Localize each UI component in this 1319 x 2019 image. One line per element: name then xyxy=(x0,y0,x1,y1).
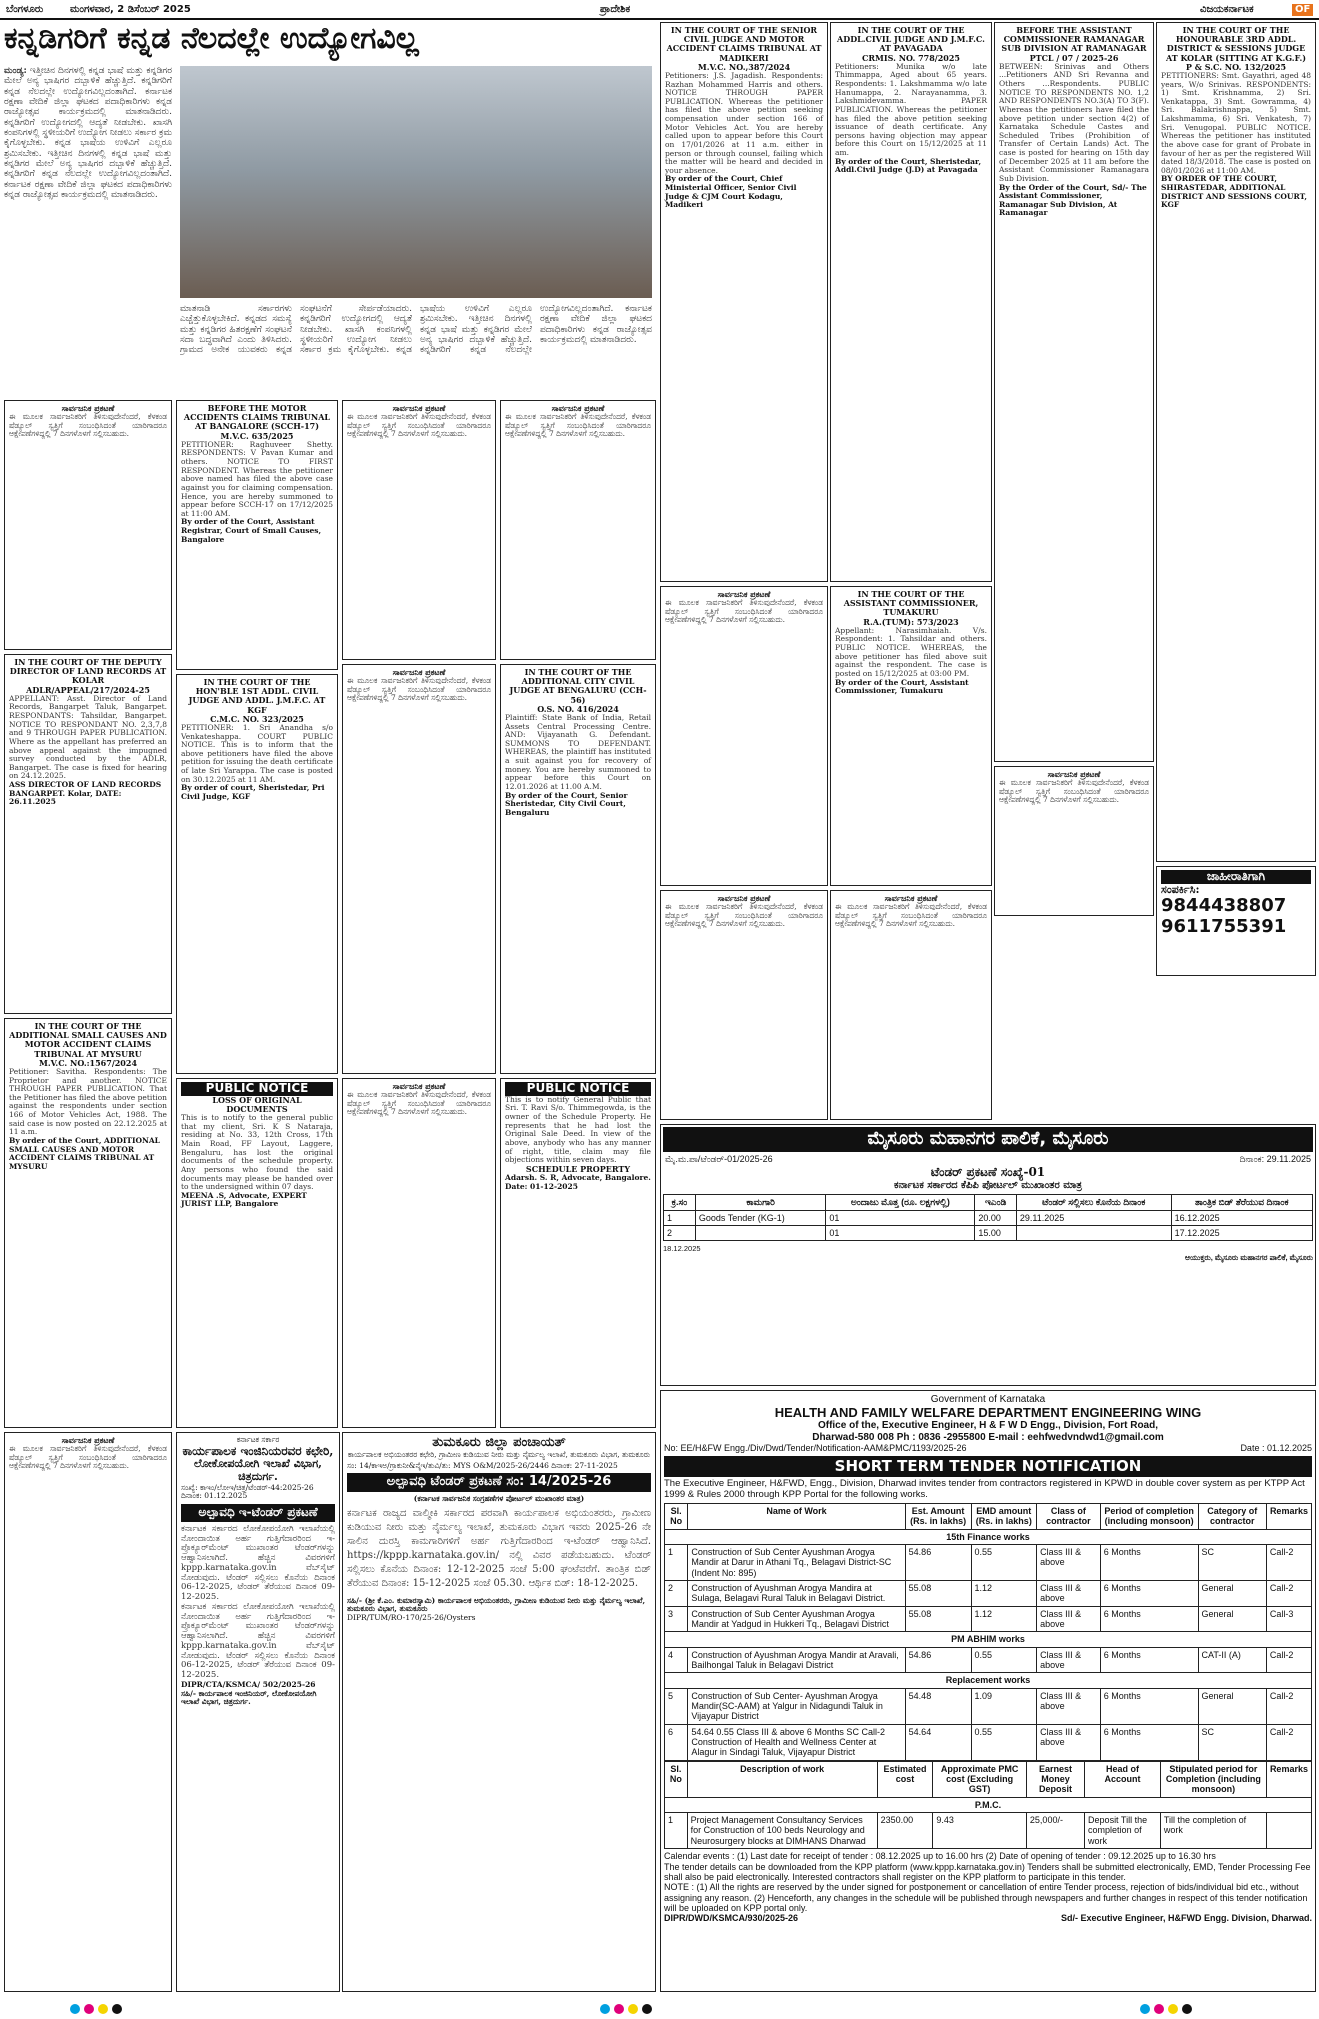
table-cell: Till the completion of work xyxy=(1160,1813,1266,1849)
classified-phone-2: 9611755391 xyxy=(1161,916,1287,938)
table-cell: 9.43 xyxy=(933,1813,1027,1849)
notice-title: ಸಾರ್ವಜನಿಕ ಪ್ರಕಟಣೆ xyxy=(392,1081,446,1091)
table-cell: 55.08 xyxy=(905,1606,971,1632)
table-section-label: Replacement works xyxy=(665,1673,1312,1688)
table-header-cell: Name of Work xyxy=(688,1503,905,1529)
notice-title: ಸಾರ್ವಜನಿಕ ಪ್ರಕಟಣೆ xyxy=(392,403,446,413)
notice-title: IN THE COURT OF THE ASSISTANT COMMISSIONER, TUMAKURU xyxy=(843,589,979,618)
notice-body: ಈ ಮೂಲಕ ಸಾರ್ವಜನಿಕರಿಗೆ ತಿಳಿಸುವುದೇನೆಂದರೆ, ಕೆಳಕಂಡ ಷೆಡ್ಯೂಲ್ ಸ್ವತ್ತಿಗೆ ಸಂಬಂಧಿಸಿದಂತೆ ಯಾರಿಗಾದರೂ ಆಕ್ಷೇಪಣೆಗಳಿದ್ದಲ್ಲಿ 7 ದಿನಗಳೊಳಗೆ ಸಲ್ಲಿಸಬಹುದು. xyxy=(665,598,823,625)
pwd-banner: ಅಲ್ಪಾವಧಿ ಇ-ಟೆಂಡರ್ ಪ್ರಕಟಣೆ xyxy=(181,1504,335,1522)
registration-dot xyxy=(614,2004,624,2014)
registration-dot xyxy=(84,2004,94,2014)
zp-banner-sub: (ಕರ್ನಾಟಕ ಸಾರ್ವಜನಿಕ ಸಂಗ್ರಹಣೆಗಳ ಪೋರ್ಟಲ್ ಮುಖಾಂತರ ಮಾತ್ರ) xyxy=(413,1494,585,1504)
registration-dot xyxy=(600,2004,610,2014)
notice-sign: By order of the Court, Sheristedar, Addl.Civil Judge (J.D) at Pavagada xyxy=(835,156,982,175)
notice-title: PUBLIC NOTICE xyxy=(181,1082,333,1096)
table-header-cell: ಅಂದಾಜು ಮೊತ್ತ (ರೂ. ಲಕ್ಷಗಳಲ್ಲಿ) xyxy=(826,1195,975,1210)
table-cell: 01 xyxy=(826,1226,975,1241)
table-row xyxy=(664,1210,1313,1225)
hfw-addr: Dharwad-580 008 Ph : 0836 -2955800 E-mail : eehfwedvndwd1@gmail.com xyxy=(812,1431,1164,1443)
registration-dot xyxy=(112,2004,122,2014)
table-cell: Class III & above xyxy=(1037,1544,1101,1580)
notice-body: ಈ ಮೂಲಕ ಸಾರ್ವಜನಿಕರಿಗೆ ತಿಳಿಸುವುದೇನೆಂದರೆ, ಕೆಳಕಂಡ ಷೆಡ್ಯೂಲ್ ಸ್ವತ್ತಿಗೆ ಸಂಬಂಧಿಸಿದಂತೆ ಯಾರಿಗಾದರೂ ಆಕ್ಷೇಪಣೆಗಳಿದ್ದಲ್ಲಿ 7 ದಿನಗಳೊಳಗೆ ಸಲ್ಲಿಸಬಹುದು. xyxy=(347,412,491,439)
notice-title: BEFORE THE ASSISTANT COMMISSIONER RAMANAGAR SUB DIVISION AT RAMANAGAR xyxy=(1001,25,1147,54)
masthead-date: ಮಂಗಳವಾರ, 2 ಡಿಸೆಂಬರ್ 2025 xyxy=(70,4,191,15)
table-section-label: P.M.C. xyxy=(665,1797,1312,1812)
hfw-works-table xyxy=(664,1503,1312,1761)
notice-addl-civil xyxy=(830,22,992,582)
table-cell: 54.48 xyxy=(905,1688,971,1724)
notice-title: IN THE COURT OF THE ADDL.CIVIL JUDGE AND J.M.F.C. AT PAVAGADA xyxy=(837,25,985,54)
notice-sign: By order of the Court, Senior Sheristedar, City Civil Court, Bengaluru xyxy=(505,790,628,817)
table-cell: Construction of Ayushman Arogya Mandir at Aravali, Bailhongal Taluk in Belagavi District xyxy=(688,1647,905,1673)
table-cell: 6 Months xyxy=(1100,1606,1198,1632)
notice-hon-third-addl xyxy=(1156,22,1316,862)
table-cell: Construction of Sub Center- Ayushman Arogya Mandir(SC-AAM) at Yalgur in Nidagundi Taluk in Vijayapur District xyxy=(688,1688,905,1724)
notice-title: ಸಾರ್ವಜನಿಕ ಪ್ರಕಟಣೆ xyxy=(392,667,446,677)
masthead-of-logo: OF xyxy=(1292,4,1313,16)
table-cell: Call-2 xyxy=(1266,1688,1311,1724)
tender-last-value: 18.12.2025 xyxy=(663,1244,701,1254)
pwd-dept: ಲೋಕೋಪಯೋಗಿ ಇಲಾಖೆ ವಿಭಾಗ, ಚಿತ್ರದುರ್ಗ. xyxy=(194,1457,322,1484)
table-header-cell: Remarks xyxy=(1266,1503,1311,1529)
notice-sign: By the Order of the Court, Sd/- The Assistant Commissioner, Ramanagar Sub Division, At Ramanagar xyxy=(999,182,1147,218)
pwd-org: ಕಾರ್ಯಪಾಲಕ ಇಂಜಿನಿಯರವರ ಕಛೇರಿ, xyxy=(182,1443,334,1458)
pwd-sign: ಸಹಿ/- ಕಾರ್ಯಪಾಲಕ ಇಂಜಿನಿಯರ್, ಲೋಕೋಪಯೋಗಿ ಇಲಾಖೆ ವಿಭಾಗ, ಚಿತ್ರದುರ್ಗ. xyxy=(181,1688,317,1707)
table-cell: 55.08 xyxy=(905,1580,971,1606)
table-row xyxy=(665,1688,1312,1724)
lead-body-1c: ಇತ್ತೀಚಿನ ದಿನಗಳಲ್ಲಿ ಕನ್ನಡ ಭಾಷೆ ಮತ್ತು ಕನ್ನಡಿಗರ ಮೇಲೆ ಅನ್ಯ ಭಾಷಿಗರ ದಬ್ಬಾಳಿಕೆ ಹೆಚ್ಚುತ್ತಿದೆ. ಕನ್ನಡಿಗರಿಗೆ ಕನ್ನಡ ನೆಲದಲ್ಲೇ ಉದ್ಯೋಗವಿಲ್ಲದಂತಾಗಿದೆ. ಕರ್ನಾಟಕ ರಕ್ಷಣಾ ವೇದಿಕೆ ಜಿಲ್ಲಾ ಘಟಕದ ಪದಾಧಿಕಾರಿಗಳು ಕನ್ನಡ ರಾಜ್ಯೋತ್ಸವ ಕಾರ್ಯಕ್ರಮದಲ್ಲಿ ಮಾತನಾಡಿದರು. xyxy=(420,304,652,356)
table-header-cell: Approximate PMC cost (Excluding GST) xyxy=(933,1761,1027,1797)
table-cell: CAT-II (A) xyxy=(1198,1647,1266,1673)
notice-body: ಈ ಮೂಲಕ ಸಾರ್ವಜನಿಕರಿಗೆ ತಿಳಿಸುವುದೇನೆಂದರೆ, ಕೆಳಕಂಡ ಷೆಡ್ಯೂಲ್ ಸ್ವತ್ತಿಗೆ ಸಂಬಂಧಿಸಿದಂತೆ ಯಾರಿಗಾದರೂ ಆಕ್ಷೇಪಣೆಗಳಿದ್ದಲ್ಲಿ 7 ದಿನಗಳೊಳಗೆ ಸಲ್ಲಿಸಬಹುದು. xyxy=(347,676,491,703)
table-cell: Call-2 xyxy=(1266,1544,1311,1580)
notice-asst-comm-ramanagar xyxy=(994,22,1154,762)
table-cell: 6 Months xyxy=(1100,1647,1198,1673)
registration-dots-left xyxy=(70,2004,190,2016)
registration-dot xyxy=(1168,2004,1178,2014)
table-header-cell: Remarks xyxy=(1266,1761,1311,1797)
notice-case: PTCL / 07 / 2025-26 xyxy=(1029,52,1119,63)
lead-dateline: ಮಂಡ್ಯ: xyxy=(4,66,27,76)
table-cell: Deposit Till the completion of work xyxy=(1085,1813,1161,1849)
notice-asst-comm-tumakuru xyxy=(830,586,992,886)
table-cell: Class III & above xyxy=(1037,1580,1101,1606)
notice-title: BEFORE THE MOTOR ACCIDENTS CLAIMS TRIBUNAL AT BANGALORE (SCCH-17) xyxy=(183,403,331,432)
lead-story xyxy=(4,22,656,397)
notice-title: PUBLIC NOTICE xyxy=(505,1082,651,1096)
table-cell: General xyxy=(1198,1606,1266,1632)
notice-sign: MEENA .S, Advocate, EXPERT JURIST LLP, Bangalore xyxy=(181,1190,307,1209)
table-header-cell: ಕ್ರ.ಸಂ xyxy=(664,1195,696,1210)
hfw-date: Date : 01.12.2025 xyxy=(1240,1443,1312,1454)
table-cell: General xyxy=(1198,1688,1266,1724)
notice-title: IN THE COURT OF THE ADDITIONAL SMALL CAUSES AND MOTOR ACCIDENT CLAIMS TRIBUNAL AT MYSURU xyxy=(9,1021,167,1059)
table-cell: 6 Months xyxy=(1100,1724,1198,1760)
table-cell: 25,000/- xyxy=(1026,1813,1084,1849)
table-cell: Construction of Sub Center Ayushman Arogya Mandir at Darur in Athani Tq., Belagavi District-SC (Indent No: 895) xyxy=(688,1544,905,1580)
tender-date: ದಿನಾಂಕ: 29.11.2025 xyxy=(1239,1153,1311,1164)
registration-dot xyxy=(1154,2004,1164,2014)
classified-contact-box xyxy=(1156,866,1316,976)
table-cell: 3 xyxy=(665,1606,688,1632)
pwd-gov: ಕರ್ನಾಟಕ ಸರ್ಕಾರ xyxy=(236,1435,280,1444)
table-header-cell: ಟೆಂಡರ್ ಸಲ್ಲಿಸಲು ಕೊನೆಯ ದಿನಾಂಕ xyxy=(1016,1195,1171,1210)
table-section-row xyxy=(665,1529,1312,1544)
registration-dot xyxy=(642,2004,652,2014)
table-cell: Call-3 xyxy=(1266,1606,1311,1632)
notice-body: Petitioners: J.S. Jagadish. Respondents: Razhan Mohammed Harris and others. NOTICE THROUGH PAPER PUBLICATION. Whereas the petitioner has filed the above petition seeking compensation under section 166 of Motor Vehicles Act. You are hereby called upon to appear before this Court on 17/01/2026 at 11 a.m. either in person or through counsel, failing which the matter will be heard and decided in your absence. xyxy=(665,70,823,175)
masthead-paper: ವಿಜಯಕರ್ನಾಟಕ xyxy=(1200,4,1254,15)
table-cell: Class III & above xyxy=(1037,1606,1101,1632)
notice-body: Petitioners: Munika w/o late Thimmappa, Aged about 65 years. Respondents: 1. Lakshmamma w/o late Hanumappa, 2. Narayanamma, 3. Lakshmidevamma. PAPER PUBLICATION. Whereas the petitioner has filed the above petition seeking issuance of death certificate. Any persons having objection may appear before this Court on 15/12/2025 at 11 am. xyxy=(835,61,987,157)
table-cell: 6 Months xyxy=(1100,1580,1198,1606)
lead-col-1 xyxy=(4,66,172,396)
tender-notice-title: ಟೆಂಡರ್ ಪ್ರಕಟಣೆ ಸಂಖ್ಯೆ-01 xyxy=(930,1165,1046,1180)
table-row xyxy=(665,1724,1312,1760)
notice-body: BETWEEN: Srinivas and Others ...Petitioners AND Sri Revanna and Others ...Respondents. PUBLIC NOTICE TO RESPONDENTS NO. 1,2 AND RESPONDENTS NO.3(A) TO 3(F). Whereas the petitioners have filed the above petition under section 4(2) of Karnataka Schedule Castes and Scheduled Tribes (Prohibition of Transfer of Certain Lands) Act. The case is posted for hearing on 15th day of December 2025 at 11 am before the Assistant Commissioner Ramanagara Sub Division. xyxy=(999,61,1149,183)
table-cell: Project Management Consultancy Services for Construction of 100 beds Neurology and Neurosurgery blocks at DIMHANS Dharwad xyxy=(687,1813,877,1849)
hfw-intro: The Executive Engineer, H&FWD, Engg., Division, Dharwad invites tender from contractors registered in KPWD in double cover system as per KTPP Act 1999 & Rules 2000 through KPP Portal for the following works. xyxy=(664,1478,1305,1500)
notice-title: IN THE COURT OF THE ADDITIONAL CITY CIVIL JUDGE AT BENGALURU (CCH-56) xyxy=(509,667,647,705)
table-cell: 1 xyxy=(664,1210,696,1225)
notice-title: IN THE COURT OF THE SENIOR CIVIL JUDGE AND MOTOR ACCIDENT CLAIMS TRIBUNAL AT MADIKERI xyxy=(666,25,822,63)
notice-case: M.V.C. NO.:1567/2024 xyxy=(38,1057,138,1068)
notice-case: O.S. NO. 416/2024 xyxy=(537,703,619,714)
table-cell: 54.64 0.55 Class III & above 6 Months SC Call-2 Construction of Health and Wellness Center at Alagur in Sindagi Taluk, Vijayapur District xyxy=(688,1724,905,1760)
table-cell: Call-2 xyxy=(1266,1724,1311,1760)
table-section-row xyxy=(665,1632,1312,1647)
table-cell: 20.00 xyxy=(975,1210,1016,1225)
table-row xyxy=(665,1813,1312,1849)
notice-body: This is to notify to the general public that my client, Sri. K S Nataraja, residing at No. 33, 12th Cross, 17th Main Road, FF Layout, Laggere, Bengaluru, has lost the original documents of the schedule property. Any persons who found the said documents may please be handed over to the undersigned within 07 days. xyxy=(181,1113,333,1192)
table-cell: 54.86 xyxy=(905,1544,971,1580)
table-cell: 2 xyxy=(665,1580,688,1606)
notice-deputy-director xyxy=(4,654,172,1014)
notice-case: M.V.C. 635/2025 xyxy=(220,430,294,441)
table-header-cell: Stipulated period for Completion (including monsoon) xyxy=(1160,1761,1266,1797)
notice-public-2 xyxy=(500,1078,656,1428)
table-header-cell: Sl. No xyxy=(665,1761,688,1797)
notice-title: ಸಾರ್ವಜನಿಕ ಪ್ರಕಟಣೆ xyxy=(884,893,938,903)
table-header-cell: Head of Account xyxy=(1085,1761,1161,1797)
lead-headline: ಕನ್ನಡಿಗರಿಗೆ ಕನ್ನಡ ನೆಲದಲ್ಲೇ ಉದ್ಯೋಗವಿಲ್ಲ xyxy=(4,22,419,56)
table-header-cell: ಕಾಮಗಾರಿ xyxy=(695,1195,826,1210)
notice-title: ಸಾರ್ವಜನಿಕ ಪ್ರಕಟಣೆ xyxy=(61,1435,115,1445)
pwd-body-2: ಕರ್ನಾಟಕ ಸರ್ಕಾರದ ಲೋಕೋಪಯೋಗಿ ಇಲಾಖೆಯಲ್ಲಿ ನೋಂದಾಯಿತ ಅರ್ಹ ಗುತ್ತಿಗೆದಾರರಿಂದ ಇ-ಪ್ರೊಕ್ಯೂರ್‌ಮೆಂಟ್ ಮುಖಾಂತರ ಟೆಂಡರ್‌ಗಳನ್ನು ಆಹ್ವಾನಿಸಲಾಗಿದೆ. ಹೆಚ್ಚಿನ ವಿವರಗಳಿಗೆ kppp.karnataka.gov.in ವೆಬ್‌ಸೈಟ್ ನೋಡುವುದು. ಟೆಂಡರ್ ಸಲ್ಲಿಸಲು ಕೊನೆಯ ದಿನಾಂಕ 06-12-2025, ಟೆಂಡರ್ ತೆರೆಯುವ ದಿನಾಂಕ 09-12-2025. xyxy=(181,1601,335,1681)
masthead-city: ಬೆಂಗಳೂರು xyxy=(6,4,44,15)
hfw-sign: Sd/- Executive Engineer, H&FWD Engg. Division, Dharwad. xyxy=(1060,1913,1312,1924)
notice-sign: Adarsh. S. R, Advocate, Bangalore. Date: 01-12-2025 xyxy=(505,1172,651,1191)
lead-photo xyxy=(180,66,652,298)
notice-body: ಈ ಮೂಲಕ ಸಾರ್ವಜನಿಕರಿಗೆ ತಿಳಿಸುವುದೇನೆಂದರೆ, ಕೆಳಕಂಡ ಷೆಡ್ಯೂಲ್ ಸ್ವತ್ತಿಗೆ ಸಂಬಂಧಿಸಿದಂತೆ ಯಾರಿಗಾದರೂ ಆಕ್ಷೇಪಣೆಗಳಿದ್ದಲ್ಲಿ 7 ದಿನಗಳೊಳಗೆ ಸಲ್ಲಿಸಬಹುದು. xyxy=(9,1444,167,1471)
table-cell: 01 xyxy=(826,1210,975,1225)
registration-dots-middle xyxy=(600,2004,720,2016)
mysuru-tender xyxy=(660,1124,1316,1386)
table-cell: Class III & above xyxy=(1037,1647,1101,1673)
table-cell: 2350.00 xyxy=(877,1813,933,1849)
masthead-section: ಪ್ರಾದೇಶಿಕ xyxy=(600,4,631,15)
table-header-cell: Category of contractor xyxy=(1198,1503,1266,1529)
table-cell: 1 xyxy=(665,1544,688,1580)
lead-body-3: ಮಾತನಾಡಿ ಸರ್ಕಾರಗಳು ಎಚ್ಚೆತ್ತುಕೊಳ್ಳಬೇಕಿದೆ. ಕನ್ನಡದ ಸಮಸ್ಯೆ ಮತ್ತು ಕನ್ನಡಿಗರ ಹಿತರಕ್ಷಣೆಗೆ ಸಂಘಟನೆ ಸದಾ ಬದ್ಧವಾಗಿದೆ ಎಂದು ತಿಳಿಸಿದರು. ಗ್ರಾಮದ ಅನೇಕ ಯುವಕರು ಕನ್ನಡ ಸಂಘಟನೆಗೆ ಸೇರ್ಪಡೆಯಾದರು. xyxy=(180,304,412,356)
mysuru-tender-table xyxy=(663,1194,1313,1241)
notice-kannada-10 xyxy=(4,1432,172,1992)
lead-body-1b: ಇತ್ತೀಚಿನ ದಿನಗಳಲ್ಲಿ ಕನ್ನಡ ಭಾಷೆ ಮತ್ತು ಕನ್ನಡಿಗರ ಮೇಲೆ ಅನ್ಯ ಭಾಷಿಗರ ದಬ್ಬಾಳಿಕೆ ಹೆಚ್ಚುತ್ತಿದೆ. ಕನ್ನಡಿಗರಿಗೆ ಕನ್ನಡ ನೆಲದಲ್ಲೇ ಉದ್ಯೋಗವಿಲ್ಲದಂತಾಗಿದೆ. ಕರ್ನಾಟಕ ರಕ್ಷಣಾ ವೇದಿಕೆ ಜಿಲ್ಲಾ ಘಟಕದ ಪದಾಧಿಕಾರಿಗಳು ಕನ್ನಡ ರಾಜ್ಯೋತ್ಸವ ಕಾರ್ಯಕ್ರಮದಲ್ಲಿ ಮಾತನಾಡಿದರು. xyxy=(4,148,172,201)
notice-body: ಈ ಮೂಲಕ ಸಾರ್ವಜನಿಕರಿಗೆ ತಿಳಿಸುವುದೇನೆಂದರೆ, ಕೆಳಕಂಡ ಷೆಡ್ಯೂಲ್ ಸ್ವತ್ತಿಗೆ ಸಂಬಂಧಿಸಿದಂತೆ ಯಾರಿಗಾದರೂ ಆಕ್ಷೇಪಣೆಗಳಿದ್ದಲ್ಲಿ 7 ದಿನಗಳೊಳಗೆ ಸಲ್ಲಿಸಬಹುದು. xyxy=(505,412,651,439)
hfw-tender xyxy=(660,1390,1316,1992)
classified-subtitle: ಸಂಪರ್ಕಿಸಿ: xyxy=(1161,882,1200,896)
table-row xyxy=(665,1580,1312,1606)
notice-body: ಈ ಮೂಲಕ ಸಾರ್ವಜನಿಕರಿಗೆ ತಿಳಿಸುವುದೇನೆಂದರೆ, ಕೆಳಕಂಡ ಷೆಡ್ಯೂಲ್ ಸ್ವತ್ತಿಗೆ ಸಂಬಂಧಿಸಿದಂತೆ ಯಾರಿಗಾದರೂ ಆಕ್ಷೇಪಣೆಗಳಿದ್ದಲ್ಲಿ 7 ದಿನಗಳೊಳಗೆ ಸಲ್ಲಿಸಬಹುದು. xyxy=(347,1090,491,1117)
notice-case: P & S.C. NO. 132/2025 xyxy=(1185,61,1287,72)
notice-city-civil xyxy=(500,664,656,1074)
table-row xyxy=(665,1606,1312,1632)
notice-title: ಸಾರ್ವಜನಿಕ ಪ್ರಕಟಣೆ xyxy=(1047,769,1101,779)
table-header-cell: EMD amount (Rs. in lakhs) xyxy=(971,1503,1037,1529)
lead-body-2b: ಕನ್ನಡಿಗರಿಗೆ ಉದ್ಯೋಗದಲ್ಲಿ ಆದ್ಯತೆ ನೀಡಬೇಕು. ಖಾಸಗಿ ಕಂಪನಿಗಳಲ್ಲಿ ಸ್ಥಳೀಯರಿಗೆ ಉದ್ಯೋಗ ನೀಡಲು ಸರ್ಕಾರ ಕ್ರಮ ಕೈಗೊಳ್ಳಬೇಕು. ಕನ್ನಡ ಭಾಷೆಯ ಉಳಿವಿಗೆ ಎಲ್ಲರೂ ಶ್ರಮಿಸಬೇಕು. xyxy=(300,304,532,356)
notice-sign: By order of court, Sheristedar, Pri Civil Judge, KGF xyxy=(181,783,325,801)
hfw-note: NOTE : (1) All the rights are reserved by the under signed for postponement or cancellation of entire Tender process, rejection of bids/individual bid etc., without assigning any reason. (2) Henceforth, any changes in the schedule will be published through newspapers and further changes in respect of this tender notification will be uploaded on KPP portal only. xyxy=(664,1882,1308,1913)
table-cell: 0.55 xyxy=(971,1544,1037,1580)
notice-body: ಈ ಮೂಲಕ ಸಾರ್ವಜನಿಕರಿಗೆ ತಿಳಿಸುವುದೇನೆಂದರೆ, ಕೆಳಕಂಡ ಷೆಡ್ಯೂಲ್ ಸ್ವತ್ತಿಗೆ ಸಂಬಂಧಿಸಿದಂತೆ ಯಾರಿಗಾದರೂ ಆಕ್ಷೇಪಣೆಗಳಿದ್ದಲ್ಲಿ 7 ದಿನಗಳೊಳಗೆ ಸಲ್ಲಿಸಬಹುದು. xyxy=(9,412,167,439)
masthead xyxy=(0,0,1319,20)
table-cell: 54.64 xyxy=(905,1724,971,1760)
notice-kannada-9 xyxy=(994,766,1154,916)
table-header-cell: Earnest Money Deposit xyxy=(1026,1761,1084,1797)
pwd-code: DIPR/CTA/KSMCA/ 502/2025-26 xyxy=(181,1680,316,1689)
table-cell: 1.12 xyxy=(971,1606,1037,1632)
notice-case: C.M.C. NO. 323/2025 xyxy=(210,713,304,724)
notice-sign: ASS DIRECTOR OF LAND RECORDS BANGARPET. Kolar, DATE: 26.11.2025 xyxy=(9,780,162,807)
hfw-code: DIPR/DWD/KSMCA/930/2025-26 xyxy=(664,1913,799,1924)
notice-sign: By order of the Court, ADDITIONAL SMALL CAUSES AND MOTOR ACCIDENT CLAIMS TRIBUNAL AT MYSURU xyxy=(9,1135,160,1171)
lead-col-2 xyxy=(180,304,652,394)
notice-body: PETITIONERS: Smt. Gayathri, aged 48 years, W/o Srinivas. RESPONDENTS: 1) Smt. Krishnamma, 2) Sri. Venkatappa, 3) Smt. Gowramma, 4) Sri. Balakrishnappa, 5) Smt. Lakshmamma, 6) Sri. Venkatesh, 7) Sri. Venugopal. PUBLIC NOTICE. Whereas the petitioner has instituted the above case for grant of Probate in favour of her as per the registered Will dated 18/3/2018. The case is posted on 08/01/2026 at 11:00 AM. xyxy=(1161,70,1311,175)
table-cell: 54.86 xyxy=(905,1647,971,1673)
notice-sign: By order of the Court, Chief Ministerial Officer, Senior Civil Judge & CJM Court Kodagu, Madikeri xyxy=(665,174,797,210)
notice-body: PETITIONER: 1. Sri Anandha s/o Venkateshappa. COURT PUBLIC NOTICE. This is to inform that the above petitioners have filed the above petition for issuing the death certificate of late Sri Yarappa. The case is posted on 30.12.2025 at 11 AM. xyxy=(181,722,333,784)
table-cell: 4 xyxy=(665,1647,688,1673)
table-cell: Construction of Sub Center Ayushman Arogya Mandir at Yadgud in Hukkeri Tq., Belagavi District xyxy=(688,1606,905,1632)
table-header-cell: ತಾಂತ್ರಿಕ ಬಿಡ್ ತೆರೆಯುವ ದಿನಾಂಕ xyxy=(1171,1195,1312,1210)
notice-body: Petitioner: Savitha. Respondents: The Proprietor and another. NOTICE THROUGH PAPER PUBLICATION. That the Petitioner has filed the above petition against the respondents under section 166 of Motor Vehicles Act, 1988. The said case is now posted on 22.12.2025 at 11 a.m. xyxy=(9,1066,167,1137)
classified-phone-1: 9844438807 xyxy=(1161,895,1287,917)
notice-subtitle: LOSS OF ORIGINAL DOCUMENTS xyxy=(212,1094,302,1114)
notice-body: APPELLANT: Asst. Director of Land Records, Bangarpet Taluk, Bangarpet. RESPONDANTS: Tahsildar, Bangarpet. NOTICE TO RESPONDANT NO. 2,3,7,8 and 9 THROUGH PAPER PUBLICATION. Where as the appellant has preferred an above appeal against the impugned survey conducted by the ADLR, Bangarpet. The case is fixed for hearing on 24.12.2025. xyxy=(9,693,167,781)
table-cell: Goods Tender (KG-1) xyxy=(695,1210,826,1225)
table-header-cell: Description of work xyxy=(687,1761,877,1797)
tender-sign: ಆಯುಕ್ತರು, ಮೈಸೂರು ಮಹಾನಗರ ಪಾಲಿಕೆ, ಮೈಸೂರು xyxy=(1185,1252,1313,1262)
notice-body: Plaintiff: State Bank of India, Retail Assets Central Processing Centre. AND: Vijayanath G. Defendant. SUMMONS TO DEFENDANT. WHEREAS, the plaintiff has instituted a suit against you for recovery of money. You are hereby summoned to appear before this Court on 12.01.2026 at 11.00 A.M. xyxy=(505,712,651,791)
hfw-ref-row xyxy=(664,1443,1312,1453)
table-section-label: 15th Finance works xyxy=(665,1529,1312,1544)
table-cell xyxy=(1016,1226,1171,1241)
registration-dot xyxy=(1140,2004,1150,2014)
zp-code: DIPR/TUM/RO-170/25-26/Oysters xyxy=(347,1613,476,1622)
table-section-row xyxy=(665,1797,1312,1812)
tender-notice-sub: ಕರ್ನಾಟಕ ಸರ್ಕಾರದ ಕೆಪಿಪಿ ಪೋರ್ಟಲ್ ಮುಖಾಂತರ ಮಾತ್ರ xyxy=(894,1179,1082,1191)
table-cell: 29.11.2025 xyxy=(1016,1210,1171,1225)
notice-body: Appellant: Narasimhaiah. V/s. Respondent: 1. Tahsildar and others. PUBLIC NOTICE. WHEREAS, the above petitioner has filed above suit against the respondent. The case is posted on 15/12/2025 at 03:00 PM. xyxy=(835,625,987,678)
pwd-chitradurga-tender xyxy=(176,1432,340,1992)
table-header-cell: ಇಎಂಡಿ xyxy=(975,1195,1016,1210)
notice-title: ಸಾರ್ವಜನಿಕ ಪ್ರಕಟಣೆ xyxy=(61,403,115,413)
table-cell: 0.55 xyxy=(971,1647,1037,1673)
registration-dots-right xyxy=(1140,2004,1260,2016)
notice-case: CRMIS. NO. 778/2025 xyxy=(862,52,960,63)
hfw-dept: HEALTH AND FAMILY WELFARE DEPARTMENT ENGINEERING WING xyxy=(774,1404,1202,1420)
table-row xyxy=(664,1226,1313,1241)
table-section-row xyxy=(665,1673,1312,1688)
hfw-para: The tender details can be downloaded from the KPP platform (www.kppp.karnataka.gov.in) Tenders shall be submitted electronically, EMD, Tender Processing Fee shall also be paid electronically. Interested contractors shall register on the KPP platform to participate in this tender. xyxy=(664,1861,1311,1882)
table-row xyxy=(665,1544,1312,1580)
table-cell: 17.12.2025 xyxy=(1171,1226,1312,1241)
notice-kannada-3 xyxy=(500,400,656,660)
notice-title: IN THE COURT OF THE HONOURABLE 3RD ADDL. DISTRICT & SESSIONS JUDGE AT KOLAR (SITTING AT K.G.F.) xyxy=(1165,25,1307,63)
table-header-cell: Class of contractor xyxy=(1037,1503,1101,1529)
table-header-cell: Est. Amount (Rs. in lakhs) xyxy=(905,1503,971,1529)
notice-sign: By order of the Court, Assistant Commissioner, Tumakuru xyxy=(835,677,969,696)
table-cell: 16.12.2025 xyxy=(1171,1210,1312,1225)
table-cell: Construction of Ayushman Arogya Mandira at Sulaga, Belagavi Rural Taluk in Belagavi District. xyxy=(688,1580,905,1606)
tumakuru-zp-tender xyxy=(342,1432,656,1992)
pwd-body: ಕರ್ನಾಟಕ ಸರ್ಕಾರದ ಲೋಕೋಪಯೋಗಿ ಇಲಾಖೆಯಲ್ಲಿ ನೋಂದಾಯಿತ ಅರ್ಹ ಗುತ್ತಿಗೆದಾರರಿಂದ ಇ-ಪ್ರೊಕ್ಯೂರ್‌ಮೆಂಟ್ ಮುಖಾಂತರ ಟೆಂಡರ್‌ಗಳನ್ನು ಆಹ್ವಾನಿಸಲಾಗಿದೆ. ಹೆಚ್ಚಿನ ವಿವರಗಳಿಗೆ kppp.karnataka.gov.in ವೆಬ್‌ಸೈಟ್ ನೋಡುವುದು. ಟೆಂಡರ್ ಸಲ್ಲಿಸಲು ಕೊನೆಯ ದಿನಾಂಕ 06-12-2025, ಟೆಂಡರ್ ತೆರೆಯುವ ದಿನಾಂಕ 09-12-2025. xyxy=(181,1523,335,1603)
table-cell: 15.00 xyxy=(975,1226,1016,1241)
notice-kannada-8 xyxy=(830,890,992,1120)
table-cell: SC xyxy=(1198,1724,1266,1760)
hfw-footer xyxy=(664,1913,1312,1923)
notice-title: IN THE COURT OF THE HON'BLE 1ST ADDL. CIVIL JUDGE AND ADDL. J.M.F.C. AT KGF xyxy=(188,677,326,715)
zp-dept: ಕಾರ್ಯಪಾಲಕ ಅಭಿಯಂತರರ ಕಛೇರಿ, ಗ್ರಾಮೀಣ ಕುಡಿಯುವ ನೀರು ಮತ್ತು ನೈರ್ಮಲ್ಯ ಇಲಾಖೆ, ತುಮಕೂರು ವಿಭಾಗ, ತುಮಕೂರು xyxy=(347,1449,651,1459)
table-cell: Class III & above xyxy=(1037,1688,1101,1724)
notice-motor-small xyxy=(176,400,338,670)
notice-kannada-7 xyxy=(660,890,828,1120)
notice-kannada-5 xyxy=(342,1078,496,1428)
notice-body: This is to notify General Public that Sri. T. Ravi S/o. Thimmegowda, is the owner of the Schedule Property. He represents that he had lost the Original Sale Deed. In view of the above, anybody who has any manner of right, title, claim may file objections within seven days. xyxy=(505,1094,651,1165)
table-cell: SC xyxy=(1198,1544,1266,1580)
table-header-cell: Period of completion (including monsoon) xyxy=(1100,1503,1198,1529)
table-cell: 1.09 xyxy=(971,1688,1037,1724)
table-cell: Call-2 xyxy=(1266,1580,1311,1606)
tender-ref-row xyxy=(663,1152,1313,1166)
table-header-cell: Sl. No xyxy=(665,1503,688,1529)
registration-dot xyxy=(1182,2004,1192,2014)
classified-title: ಜಾಹೀರಾತಿಗಾಗಿ xyxy=(1161,870,1311,884)
table-cell: 6 Months xyxy=(1100,1544,1198,1580)
table-cell: Call-2 xyxy=(1266,1647,1311,1673)
table-cell: 6 xyxy=(665,1724,688,1760)
table-section-label: PM ABHIM works xyxy=(665,1632,1312,1647)
notice-first-addl xyxy=(176,674,338,1074)
notice-small-causes-mysuru xyxy=(4,1018,172,1428)
notice-title: IN THE COURT OF THE DEPUTY DIRECTOR OF LAND RECORDS AT KOLAR xyxy=(9,657,167,686)
table-cell xyxy=(695,1226,826,1241)
hfw-office: Office of the, Executive Engineer, H & F W D Engg., Division, Fort Road, xyxy=(817,1420,1159,1432)
table-header-cell: Estimated cost xyxy=(877,1761,933,1797)
table-row xyxy=(665,1647,1312,1673)
zp-banner: ಅಲ್ಪಾವಧಿ ಟೆಂಡರ್ ಪ್ರಕಟಣೆ ಸಂ: 14/2025-26 xyxy=(347,1473,651,1492)
notice-case: ADLR/APPEAL/217/2024-25 xyxy=(26,684,150,695)
registration-dot xyxy=(98,2004,108,2014)
notice-kannada-1 xyxy=(4,400,172,650)
pwd-no: ಸಂಖ್ಯೆ: ಕಾಇಂ/ಲೋಇ/ಚಿತ್ರ/ಟೆಂಡರ್-44:2025-26 ದಿನಾಂಕ: 01.12.2025 xyxy=(181,1482,314,1501)
hfw-calendar: Calendar events : (1) Last date for receipt of tender : 08.12.2025 up to 16.00 hrs (2) Date of opening of tender : 09.12.2025 up to 16.30 hrs xyxy=(664,1851,1216,1862)
tender-org: ಮೈಸೂರು ಮಹಾನಗರ ಪಾಲಿಕೆ, ಮೈಸೂರು xyxy=(663,1127,1313,1152)
table-cell: 1 xyxy=(665,1813,688,1849)
table-cell: Class III & above xyxy=(1037,1724,1101,1760)
lead-body-2: ಕನ್ನಡಿಗರಿಗೆ ಉದ್ಯೋಗದಲ್ಲಿ ಆದ್ಯತೆ ನೀಡಬೇಕು. ಖಾಸಗಿ ಕಂಪನಿಗಳಲ್ಲಿ ಸ್ಥಳೀಯರಿಗೆ ಉದ್ಯೋಗ ನೀಡಲು ಸರ್ಕಾರ ಕ್ರಮ ಕೈಗೊಳ್ಳಬೇಕು. ಕನ್ನಡ ಭಾಷೆಯ ಉಳಿವಿಗೆ ಎಲ್ಲರೂ ಶ್ರಮಿಸಬೇಕು. xyxy=(4,117,172,159)
notice-body: ಈ ಮೂಲಕ ಸಾರ್ವಜನಿಕರಿಗೆ ತಿಳಿಸುವುದೇನೆಂದರೆ, ಕೆಳಕಂಡ ಷೆಡ್ಯೂಲ್ ಸ್ವತ್ತಿಗೆ ಸಂಬಂಧಿಸಿದಂತೆ ಯಾರಿಗಾದರೂ ಆಕ್ಷೇಪಣೆಗಳಿದ್ದಲ್ಲಿ 7 ದಿನಗಳೊಳಗೆ ಸಲ್ಲಿಸಬಹುದು. xyxy=(835,902,987,929)
notice-case: M.V.C. NO.,387/2024 xyxy=(697,61,791,72)
notice-sign: BY ORDER OF THE COURT, SHIRASTEDAR, ADDITIONAL DISTRICT AND SESSIONS COURT, KGF xyxy=(1161,174,1307,210)
hfw-no: No: EE/H&FW Engg./Div/Dwd/Tender/Notification-AAM&PMC/1193/2025-26 xyxy=(664,1443,967,1454)
print-registration-marks xyxy=(0,2004,1319,2016)
hfw-pmc-table xyxy=(664,1761,1312,1849)
notice-senior-civil xyxy=(660,22,828,582)
table-cell: General xyxy=(1198,1580,1266,1606)
notice-body: PETITIONER: Raghuveer Shetty. RESPONDENTS: V Pavan Kumar and others. NOTICE TO FIRST RESPONDENT. Whereas the petitioner above named has filed the above case against you for claiming compensation. Hence, you are hereby summoned to appear before SCCH-17 on 17/12/2025 at 11:00 AM. xyxy=(181,439,333,518)
zp-sign: ಸಹಿ/- (ಶ್ರೀ ಕೆ.ಎಂ. ಕುಮಾರಸ್ವಾಮಿ) ಕಾರ್ಯಪಾಲಕ ಅಭಿಯಂತರರು, ಗ್ರಾಮೀಣ ಕುಡಿಯುವ ನೀರು ಮತ್ತು ನೈರ್ಮಲ್ಯ ಇಲಾಖೆ, ತುಮಕೂರು ವಿಭಾಗ, ತುಮಕೂರು xyxy=(347,1595,646,1614)
table-cell: 0.55 xyxy=(971,1724,1037,1760)
notice-title: ಸಾರ್ವಜನಿಕ ಪ್ರಕಟಣೆ xyxy=(717,589,771,599)
table-cell: 6 Months xyxy=(1100,1688,1198,1724)
notice-schedule-heading: SCHEDULE PROPERTY xyxy=(525,1163,631,1174)
zp-body: ಕರ್ನಾಟಕ ರಾಜ್ಯದ ವಾಲ್ಮೀಕಿ ಸರ್ಕಾರದ ಪರವಾಗಿ ಕಾರ್ಯಪಾಲಕ ಅಭಿಯಂತರರು, ಗ್ರಾಮೀಣ ಕುಡಿಯುವ ನೀರು ಮತ್ತು ನೈರ್ಮಲ್ಯ ಇಲಾಖೆ, ತುಮಕೂರು ವಿಭಾಗ ಇವರು 2025-26 ನೇ ಸಾಲಿನ ದುರಸ್ತಿ ಕಾಮಗಾರಿಗಳಿಗೆ ಅರ್ಹ ಗುತ್ತಿಗೆದಾರರಿಂದ ಇ-ಟೆಂಡರ್ ಆಹ್ವಾನಿಸಿದೆ. https://kppp.karnataka.gov.in/ ನಲ್ಲಿ ವಿವರ ಪಡೆಯಬಹುದು. ಟೆಂಡರ್ ಸಲ್ಲಿಸಲು ಕೊನೆಯ ದಿನಾಂಕ: 12-12-2025 ಸಂಜೆ 5:00 ಘಂಟೆವರೆಗೆ. ತಾಂತ್ರಿಕ ಬಿಡ್ ತೆರೆಯುವ ದಿನಾಂಕ: 15-12-2025 ಸಂಜೆ 05.30. ಆರ್ಥಿಕ ಬಿಡ್: 18-12-2025. xyxy=(347,1507,651,1589)
notice-sign: By order of the Court, Assistant Registrar, Court of Small Causes, Bangalore xyxy=(181,517,322,544)
tender-ref: ಮೈ.ಮ.ಪಾ/ಟೆಂಡರ್-01/2025-26 xyxy=(665,1153,773,1164)
notice-kannada-6 xyxy=(660,586,828,886)
table-cell: 1.12 xyxy=(971,1580,1037,1606)
notice-title: ಸಾರ್ವಜನಿಕ ಪ್ರಕಟಣೆ xyxy=(717,893,771,903)
notice-title: ಸಾರ್ವಜನಿಕ ಪ್ರಕಟಣೆ xyxy=(551,403,605,413)
notice-body: ಈ ಮೂಲಕ ಸಾರ್ವಜನಿಕರಿಗೆ ತಿಳಿಸುವುದೇನೆಂದರೆ, ಕೆಳಕಂಡ ಷೆಡ್ಯೂಲ್ ಸ್ವತ್ತಿಗೆ ಸಂಬಂಧಿಸಿದಂತೆ ಯಾರಿಗಾದರೂ ಆಕ್ಷೇಪಣೆಗಳಿದ್ದಲ್ಲಿ 7 ದಿನಗಳೊಳಗೆ ಸಲ್ಲಿಸಬಹುದು. xyxy=(665,902,823,929)
hfw-banner: SHORT TERM TENDER NOTIFICATION xyxy=(664,1456,1312,1477)
zp-org: ತುಮಕೂರು ಜಿಲ್ಲಾ ಪಂಚಾಯತ್ xyxy=(432,1435,566,1450)
notice-case: R.A.(TUM): 573/2023 xyxy=(863,616,959,627)
hfw-gov: Government of Karnataka xyxy=(930,1394,1046,1405)
table-cell: 2 xyxy=(664,1226,696,1241)
table-cell: 5 xyxy=(665,1688,688,1724)
notice-kannada-2 xyxy=(342,400,496,660)
registration-dot xyxy=(70,2004,80,2014)
registration-dot xyxy=(628,2004,638,2014)
notice-kannada-4 xyxy=(342,664,496,1074)
notice-body: ಈ ಮೂಲಕ ಸಾರ್ವಜನಿಕರಿಗೆ ತಿಳಿಸುವುದೇನೆಂದರೆ, ಕೆಳಕಂಡ ಷೆಡ್ಯೂಲ್ ಸ್ವತ್ತಿಗೆ ಸಂಬಂಧಿಸಿದಂತೆ ಯಾರಿಗಾದರೂ ಆಕ್ಷೇಪಣೆಗಳಿದ್ದಲ್ಲಿ 7 ದಿನಗಳೊಳಗೆ ಸಲ್ಲಿಸಬಹುದು. xyxy=(999,778,1149,805)
lead-body-1: ಇತ್ತೀಚಿನ ದಿನಗಳಲ್ಲಿ ಕನ್ನಡ ಭಾಷೆ ಮತ್ತು ಕನ್ನಡಿಗರ ಮೇಲೆ ಅನ್ಯ ಭಾಷಿಗರ ದಬ್ಬಾಳಿಕೆ ಹೆಚ್ಚುತ್ತಿದೆ. ಕನ್ನಡಿಗರಿಗೆ ಕನ್ನಡ ನೆಲದಲ್ಲೇ ಉದ್ಯೋಗವಿಲ್ಲದಂತಾಗಿದೆ. ಕರ್ನಾಟಕ ರಕ್ಷಣಾ ವೇದಿಕೆ ಜಿಲ್ಲಾ ಘಟಕದ ಪದಾಧಿಕಾರಿಗಳು ಕನ್ನಡ ರಾಜ್ಯೋತ್ಸವ ಕಾರ್ಯಕ್ರಮದಲ್ಲಿ ಮಾತನಾಡಿದರು. xyxy=(4,66,172,118)
table-cell xyxy=(1266,1813,1311,1849)
zp-no: ಸಂ: 14/ಕಾಇಅ/ಗ್ರಾಕುನೀ&ನೈಇ/ತುವಿ/ತು: MYS O&M/2025-26/2446 ದಿನಾಂಕ: 27-11-2025 xyxy=(347,1460,618,1470)
notice-public-loss xyxy=(176,1078,338,1428)
